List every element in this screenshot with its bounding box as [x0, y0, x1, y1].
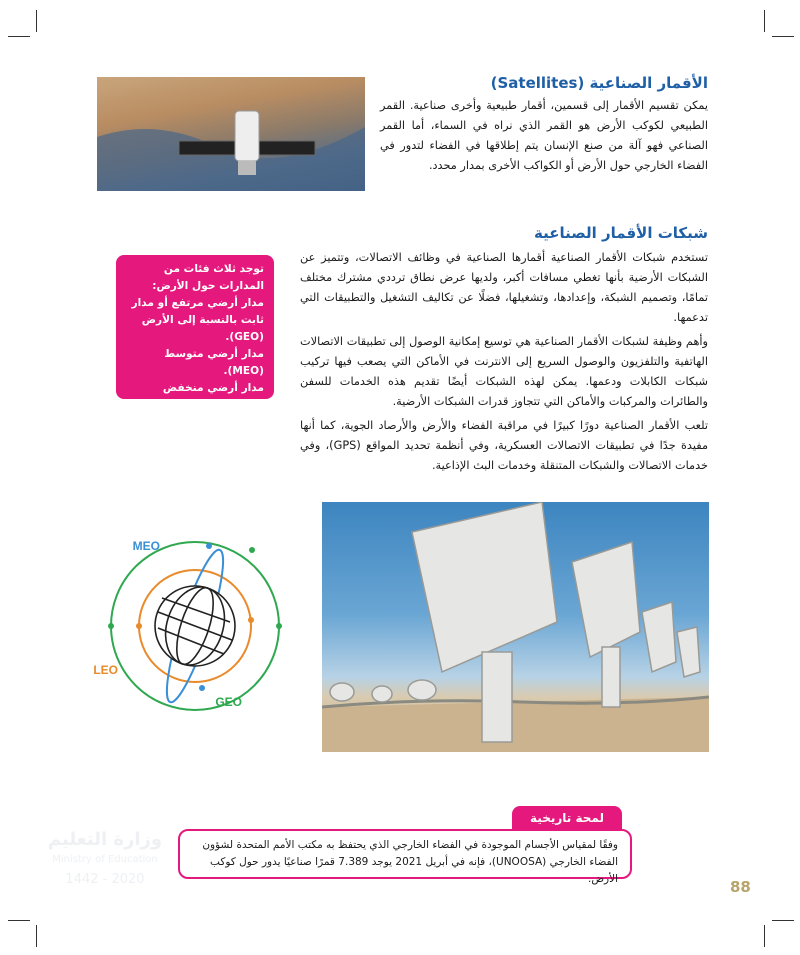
section-satellites [380, 74, 708, 176]
paragraph: تستخدم شبكات الأقمار الصناعية أقمارها الصناعية في وظائف الاتصالات، وتتميز عن الشبكات الأرضية بأنها تغطي مسافات أكبر، ولديها عرض نطاق ترددي مشترك مختلف تمامًا، وتصميم الشبكة، وإعدادها، وتشغيلها، فضلًا عن تكاليف التشغيل والتطبيقات التي تدعمها. [300, 251, 708, 324]
paragraph: تلعب الأقمار الصناعية دورًا كبيرًا في مراقبة الفضاء والأرض والأرصاد الجوية، كما أنها مفيدة جدًا في تطبيقات الاتصالات العسكرية، وفي أنظمة تحديد المواقع (GPS)، وفي خدمات الاتصالات والشبكات المتنقلة وخدمات البث الإذاعية. [300, 419, 708, 472]
crop-mark [772, 36, 794, 37]
page-number: 88 [730, 878, 751, 896]
orbits-sidebar [116, 255, 274, 411]
watermark-line: Ministry of Education [52, 854, 158, 865]
section-title: الأقمار الصناعية (Satellites) [490, 74, 708, 92]
watermark-line: وزارة التعليم [47, 829, 163, 850]
satellite-photo [97, 77, 365, 191]
crop-mark [36, 10, 37, 32]
radio-telescopes-photo [322, 502, 709, 752]
crop-mark [764, 925, 765, 947]
leo-label: LEO [93, 663, 118, 677]
geo-label: GEO [215, 695, 242, 709]
watermark-line: 2020 - 1442 [65, 872, 145, 887]
sidebar-geo: مدار أرضي مرتفع أو مدار ثابت بالنسبة إلى الأرض (GEO). [131, 297, 264, 343]
note-text: وفقًا لمقياس الأجسام الموجودة في الفضاء الخارجي الذي يحتفظ به مكتب الأمم المتحدة لشؤون الفضاء الخارجي (UNOOSA)، فإنه في أبريل 2021 يوجد 7.389 قمرًا صناعيًا يدور حول كوكب الأرض. [202, 839, 618, 885]
section-networks [300, 224, 708, 476]
crop-mark [8, 36, 30, 37]
ministry-watermark [40, 830, 170, 920]
globe-icon [155, 579, 235, 672]
paragraph: وأهم وظيفة لشبكات الأقمار الصناعية هي توسيع إمكانية الوصول إلى تطبيقات الاتصالات الهاتفية والتلفزيون والوصول السريع إلى الانترنت في الأماكن التي يصعب فيها تركيب شبكات الكابلات ودعمها. يمكن لهذه الشبكات أيضًا تقديم هذه الخدمات للسفن والطائرات والمركبات والأماكن التي تتجاوز قدرات الشبكات الأرضية. [300, 335, 708, 408]
section-body: يمكن تقسيم الأقمار إلى قسمين، أقمار طبيعية وأخرى صناعية. القمر الطبيعي لكوكب الأرض هو القمر الذي نراه في السماء، أما القمر الصناعي فهو آلة من صنع الإنسان يتم إطلاقها في الفضاء لتدور في الفضاء الخارجي حول الأرض أو الكواكب الأخرى بمدار محدد. [380, 99, 708, 172]
crop-mark [36, 925, 37, 947]
meo-label: MEO [132, 539, 160, 553]
sidebar-meo: مدار أرضي متوسط (MEO). [164, 348, 264, 377]
section-title: شبكات الأقمار الصناعية [534, 224, 708, 242]
orbit-diagram [92, 528, 287, 718]
historical-note [178, 829, 632, 885]
crop-mark [772, 920, 794, 921]
crop-mark [764, 10, 765, 32]
sidebar-intro: توجد ثلاث فئات من المدارات حول الأرض: [152, 263, 264, 292]
crop-mark [8, 920, 30, 921]
sidebar-leo: مدار أرضي منخفض (LEO). [162, 382, 264, 411]
note-tab: لمحة تاريخية [512, 806, 622, 830]
